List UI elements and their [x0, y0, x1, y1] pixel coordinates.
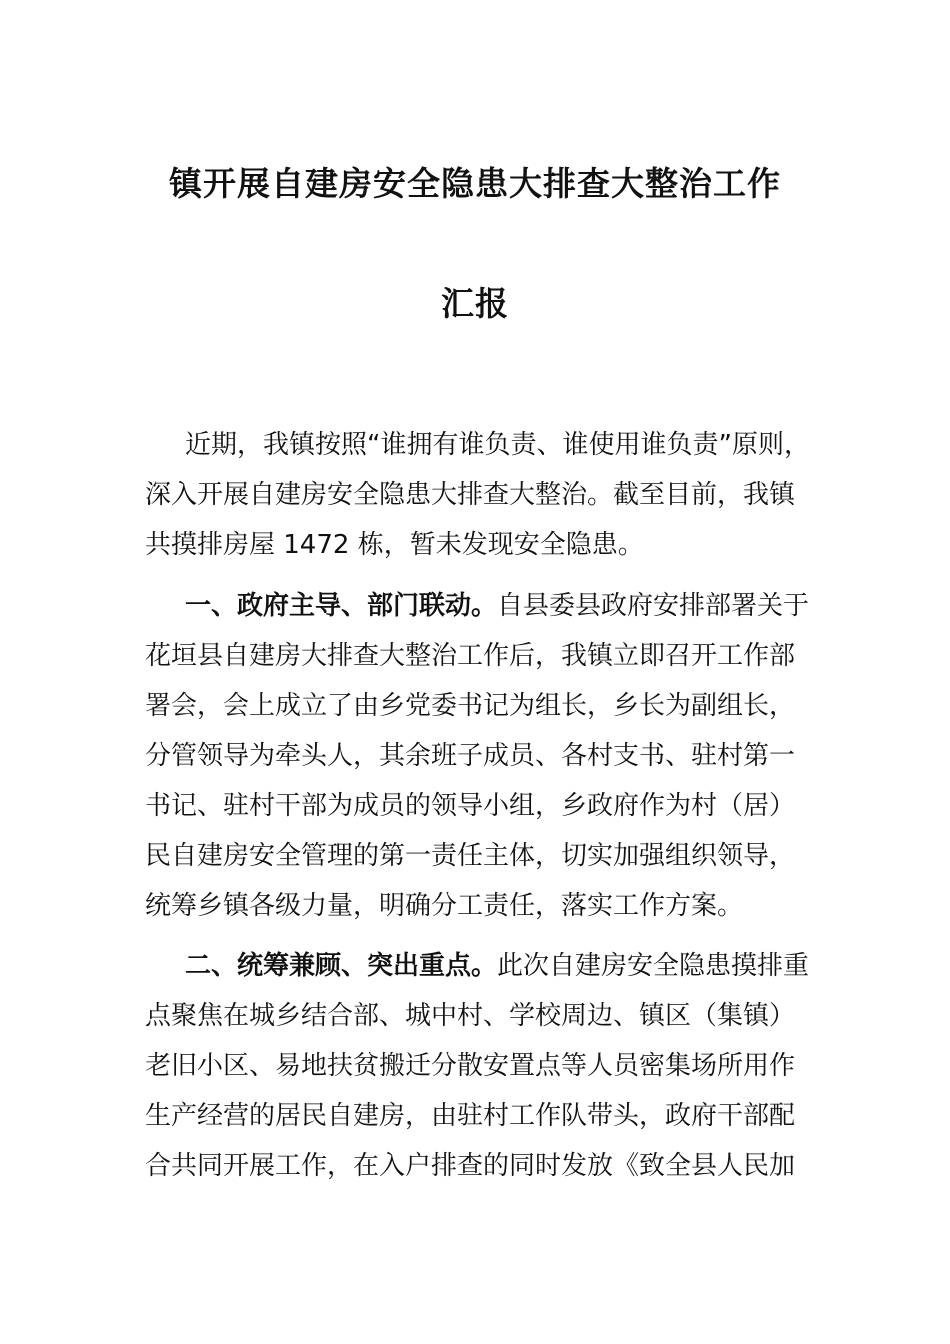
paragraph-line: 合共同开展工作，在入户排查的同时发放《致全县人民加	[145, 1151, 796, 1181]
paragraph-line	[185, 945, 809, 982]
paragraph-line: 深入开展自建房安全隐患大排查大整治。截至目前，我镇	[145, 480, 796, 510]
paragraph-line: 花垣县自建房大排查大整治工作后，我镇立即召开工作部	[145, 641, 796, 671]
paragraph-line: 共摸排房屋 1472 栋，暂未发现安全隐患。	[145, 530, 644, 560]
paragraph-line: 分管领导为牵头人，其余班子成员、各村支书、驻村第一	[145, 741, 796, 771]
paragraph-line: 老旧小区、易地扶贫搬迁分散安置点等人员密集场所用作	[145, 1051, 796, 1081]
section-heading: 二、统筹兼顾、突出重点。	[185, 951, 498, 981]
paragraph-line: 点聚焦在城乡结合部、城中村、学校周边、镇区（集镇）	[145, 1001, 796, 1031]
section-heading: 一、政府主导、部门联动。	[185, 591, 498, 621]
section-text: 此次自建房安全隐患摸排重	[497, 951, 810, 981]
paragraph-line: 署会，会上成立了由乡党委书记为组长，乡长为副组长，	[145, 691, 796, 721]
paragraph-line	[185, 585, 809, 622]
paragraph-line: 生产经营的居民自建房，由驻村工作队带头，政府干部配	[145, 1101, 796, 1131]
paragraph-line: 书记、驻村干部为成员的领导小组，乡政府作为村（居）	[145, 791, 796, 821]
paragraph-line: 民自建房安全管理的第一责任主体，切实加强组织领导，	[145, 841, 796, 871]
paragraph-line: 统筹乡镇各级力量，明确分工责任，落实工作方案。	[145, 891, 744, 921]
document-title-line1: 镇开展自建房安全隐患大排查大整治工作	[169, 164, 781, 203]
paragraph-line: 近期，我镇按照“谁拥有谁负责、谁使用谁负责”原则，	[185, 430, 810, 460]
document-title-line2: 汇报	[441, 284, 509, 323]
section-text: 自县委县政府安排部署关于	[497, 591, 810, 621]
